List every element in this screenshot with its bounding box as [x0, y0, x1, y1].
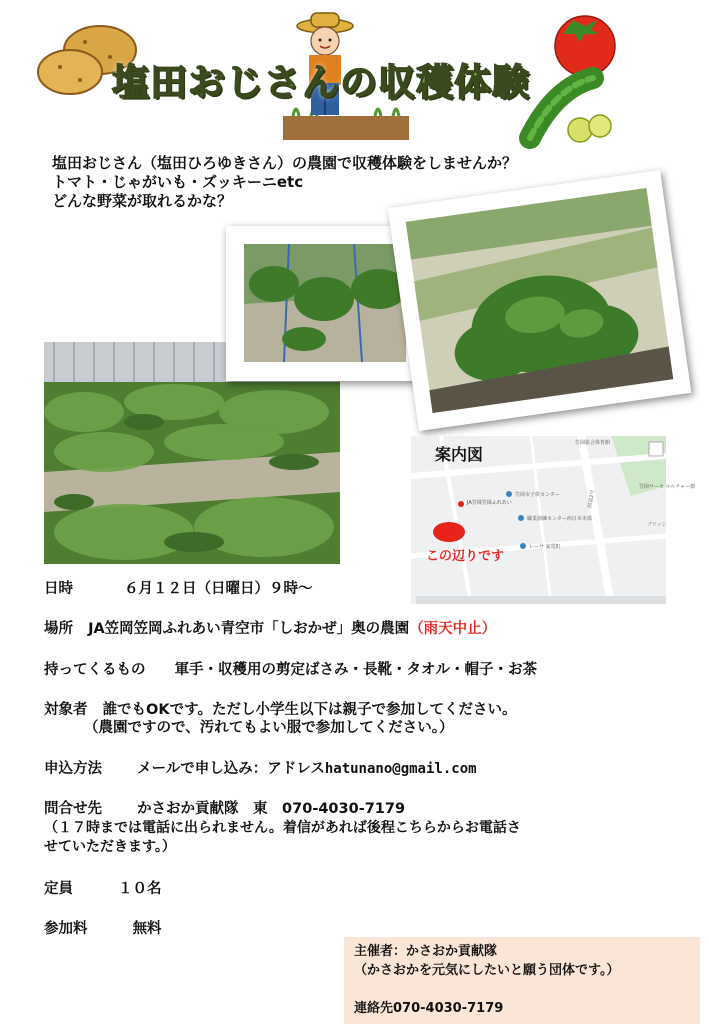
- target-value: 誰でもOKです。ただし小学生以下は親子で参加してください。: [102, 702, 517, 718]
- fee-label: 参加料: [44, 921, 88, 937]
- capacity-label: 定員: [44, 881, 73, 897]
- map-small-label: JA笠岡笠岡ふれあい: [467, 500, 512, 506]
- page-title: 塩田おじさんの収穫体験: [112, 61, 530, 104]
- organizer-name: 主催者：かさおか貢献隊: [354, 944, 498, 959]
- contact-row: [44, 797, 405, 818]
- organizer-box: [344, 937, 700, 1024]
- target-label: 対象者: [44, 702, 88, 718]
- capacity-row: [44, 877, 162, 898]
- bring-label: 持ってくるもの: [44, 662, 146, 678]
- map-small-label: 笠岡サーカ ルルチャー館: [639, 484, 696, 490]
- fee-value: 無料: [132, 921, 162, 937]
- apply-row: [44, 757, 477, 778]
- contact-note-2: せていただきます。）: [44, 839, 176, 855]
- map-small-label: ブリッジ: [647, 522, 667, 528]
- map-title: 案内図: [435, 445, 484, 464]
- contact-value: かさおか貢献隊 東 070-4030-7179: [137, 801, 406, 817]
- place-value: JA笠岡笠岡ふれあい青空市「しおかぜ」奥の農園: [88, 621, 410, 637]
- fee-row: [44, 917, 162, 938]
- map-small-label: レーサ 家電町: [529, 544, 561, 550]
- map-marker-text: この辺りです: [426, 549, 505, 564]
- bring-row: [44, 658, 537, 679]
- map-small-label: 笠岡市子供センター: [515, 492, 560, 498]
- intro-line: 塩田おじさん（塩田ひろゆきさん）の農園で収穫体験をしませんか？: [52, 154, 518, 172]
- date-label: 日時: [44, 581, 73, 597]
- contact-label: 問合せ先: [44, 801, 102, 817]
- map-small-label: 職業訓練センター西日本本部: [527, 516, 592, 522]
- target-note: （農園ですので、汚れてもよい服で参加してください。）: [84, 720, 454, 736]
- map-marker-icon: [432, 521, 466, 543]
- intro-line: トマト・じゃがいも・ズッキーニetc: [52, 173, 304, 191]
- capacity-value: １０名: [118, 881, 162, 897]
- intro-line: どんな野菜が取れるかな？: [52, 192, 233, 210]
- contact-note-1: （１７時までは電話に出られません。着信があれば後程こちらからお電話さ: [44, 820, 521, 836]
- apply-value: メールで申し込み：アドレス: [137, 761, 325, 777]
- place-row: [44, 617, 496, 638]
- date-value: ６月１２日（日曜日）９時～: [124, 581, 313, 597]
- bring-value: 軍手・収穫用の剪定ばさみ・長靴・タオル・帽子・お茶: [174, 662, 538, 678]
- map-small-label: 国道2号: [587, 489, 597, 509]
- vegetables-illustration: [515, 8, 630, 158]
- organizer-description: （かさおかを元気にしたいと願う団体です。）: [354, 963, 620, 978]
- photo-zucchini-right: [388, 170, 692, 431]
- map-small-label: 笠岡総合体育館: [575, 440, 611, 446]
- place-label: 場所: [44, 621, 73, 637]
- apply-label: 申込方法: [44, 761, 102, 777]
- apply-email: hatunano@gmail.com: [324, 761, 477, 777]
- place-note: （雨天中止）: [409, 621, 497, 637]
- date-row: [44, 577, 313, 598]
- organizer-contact: 連絡先070-4030-7179: [354, 1001, 504, 1016]
